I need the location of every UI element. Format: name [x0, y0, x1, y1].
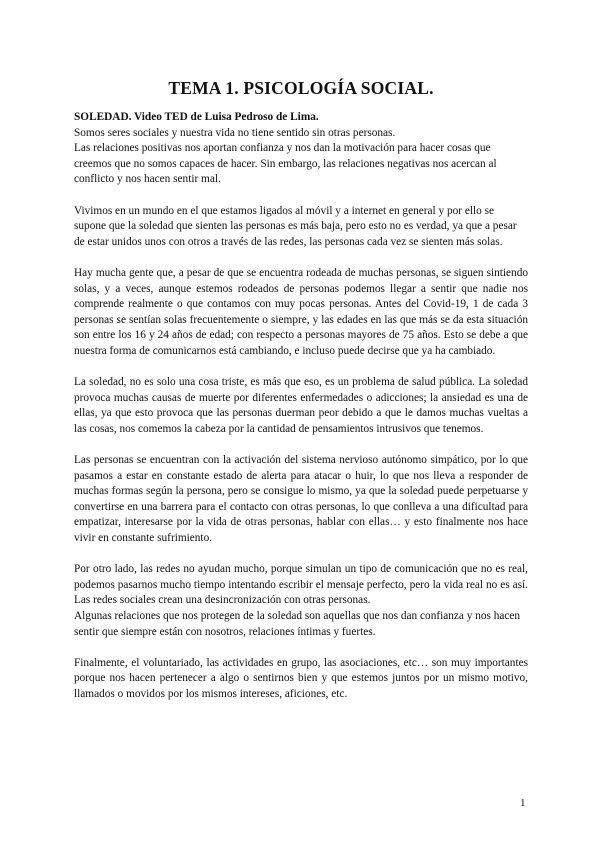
paragraph-8: Algunas relaciones que nos protegen de la soledad son aquellas que nos dan confianza y nos hacen sentir que siempre están con nosotros, relaciones íntimas y fuertes. [74, 610, 521, 638]
page-number: 1 [520, 797, 526, 809]
paragraph-7: Por otro lado, las redes no ayudan mucho, porque simulan un tipo de comunicación que no es real, podemos pasarnos mucho tiempo intentando escribir el mensaje perfecto, pero la vida real no es así. Las redes sociales crean una desincronización con otras personas. [74, 563, 528, 607]
document-body [74, 110, 528, 703]
paragraph-2: Las relaciones positivas nos aportan confianza y nos dan la motivación para hacer cosas que creemos que no somos capaces de hacer. Sin embargo, las relaciones negativas nos acercan al conflicto y nos hacen sentir mal. [74, 142, 497, 186]
paragraph-5: La soledad, no es solo una cosa triste, es más que eso, es un problema de salud pública. La soledad provoca muchas causas de muerte por diferentes enfermedades o adicciones; la ansiedad es una de ellas, ya que esto provoca que las personas duerman peor debido a que le damos muchas vueltas a las cosas, nos comemos la cabeza por la cantidad de pensamientos intrusivos que tenemos. [74, 376, 528, 435]
paragraph-1: Somos seres sociales y nuestra vida no tiene sentido sin otras personas. [74, 126, 396, 139]
document-title: TEMA 1. PSICOLOGÍA SOCIAL. [168, 78, 434, 98]
paragraph-6: Las personas se encuentran con la activación del sistema nervioso autónomo simpático, por lo que pasamos a estar en constante estado de alerta para atacar o huir, lo que nos lleva a responder de muchas formas según la persona, pero se consigue lo mismo, ya que la soledad puede perpetuarse y convertirse en una barrera para el contacto con otras personas, lo que conlleva a una dificultad para empatizar, interesarse por la vida de otras personas, hablar con ellas… y esto finalmente nos hace vivir en constante sufrimiento. [74, 454, 528, 545]
paragraph-9: Finalmente, el voluntariado, las actividades en grupo, las asociaciones, etc… son muy importantes porque nos hacen pertenecer a algo o sentirnos bien y que estemos juntos por un mismo motivo, llamados o movidos por los mismos intereses, aficiones, etc. [74, 656, 528, 700]
section-subtitle: SOLEDAD. Video TED de Luisa Pedroso de Lima. [74, 111, 319, 123]
paragraph-4: Hay mucha gente que, a pesar de que se encuentra rodeada de muchas personas, se siguen sintiendo solas, y a veces, aunque estemos rodeados de personas podemos llegar a sentir que nadie nos comprende realmente o que contamos con muy pocas personas. Antes del Covid-19, 1 de cada 3 personas se sentían solas frecuentemente o siempre, y las edades en las que más se da esta situación son entre los 16 y 24 años de edad; con respecto a personas mayores de 75 años. Esto se debe a que nuestra forma de comunicarnos está cambiando, e incluso puede decirse que ya ha cambiado. [74, 266, 528, 357]
paragraph-3: Vivimos en un mundo en el que estamos ligados al móvil y a internet en general y por ello se supone que la soledad que sienten las personas es más baja, pero esto no es verdad, ya que a pesar de estar unidos unos con otros a través de las redes, las personas cada vez se sienten más solas. [74, 204, 517, 248]
